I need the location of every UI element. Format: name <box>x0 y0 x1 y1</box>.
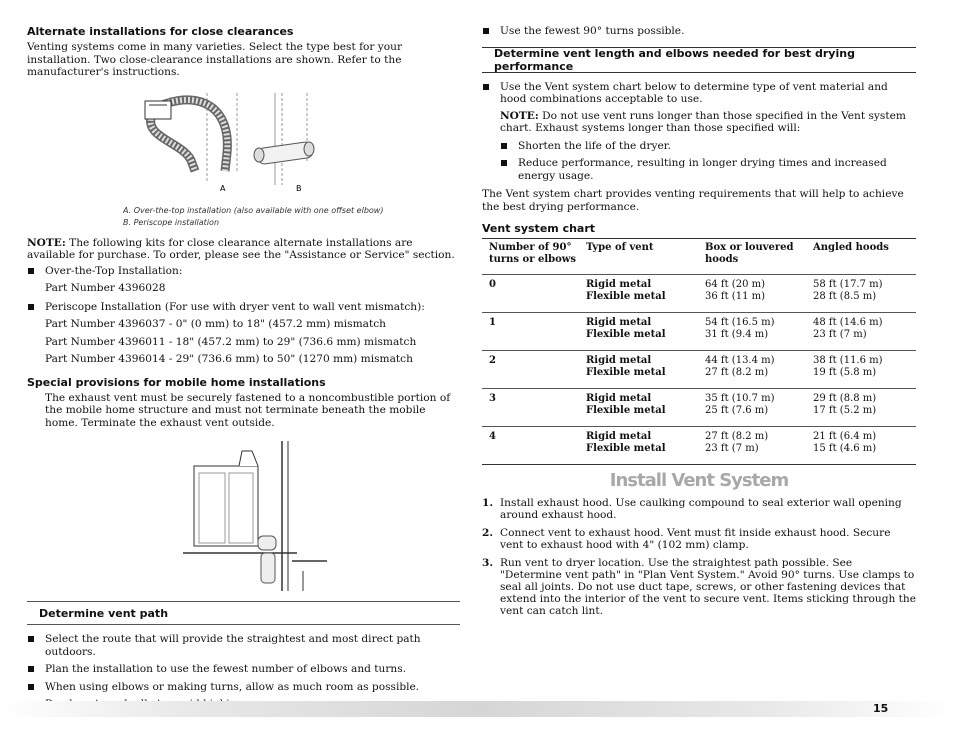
install-vent-system-title: Install Vent System <box>609 470 789 491</box>
table-row <box>482 313 916 351</box>
header-turns: Number of 90° turns or elbows <box>489 242 577 265</box>
mobile-home-illustration <box>27 441 460 591</box>
angled-cell: 15 ft (4.6 m) <box>813 442 877 454</box>
right-column <box>482 22 916 617</box>
box-cell: 27 ft (8.2 m) <box>705 366 769 378</box>
kit-periscope-label: Periscope Installation (For use with dryer vent to wall vent mismatch): <box>45 300 425 313</box>
box-cell: 44 ft (13.4 m) <box>705 355 775 366</box>
angled-cell: 48 ft (14.6 m) <box>813 317 883 328</box>
install-step <box>482 527 916 551</box>
install-step <box>482 497 916 521</box>
figure-caption-b: B. Periscope installation <box>123 217 220 227</box>
close-clearance-figure <box>27 93 460 203</box>
vent-system-table <box>482 238 916 465</box>
angled-cell: 19 ft (5.8 m) <box>813 366 877 378</box>
angled-cell: 28 ft (8.5 m) <box>813 290 877 302</box>
figure-caption-a: A. Over-the-top installation (also available with one offset elbow) <box>123 205 384 215</box>
note-text: The following kits for close clearance alternate installations are available for purchase. To order, please see the "Assistance or Service" section. <box>27 236 455 261</box>
type-cell: Rigid metal <box>586 317 652 328</box>
box-cell: 54 ft (16.5 m) <box>705 317 775 328</box>
figure-label-b: B <box>296 183 302 193</box>
kit-periscope-part: Part Number 4396037 - 0" (0 mm) to 18" (457.2 mm) mismatch <box>45 318 386 330</box>
fewest-turns-bullet: Use the fewest 90° turns possible. <box>482 25 916 38</box>
consequence-bullet: Reduce performance, resulting in longer drying times and increased energy usage. <box>500 157 916 182</box>
close-clearance-illustration <box>27 93 460 203</box>
type-cell: Rigid metal <box>586 393 652 404</box>
step-number: 1. <box>482 497 494 509</box>
note-label: NOTE: <box>27 236 66 249</box>
step-number: 3. <box>482 557 494 569</box>
angled-cell: 29 ft (8.8 m) <box>813 393 877 404</box>
header-angled-hoods: Angled hoods <box>813 242 889 253</box>
table-row <box>482 351 916 389</box>
vent-length-heading: Determine vent length and elbows needed for best drying performance <box>494 46 855 73</box>
box-cell: 64 ft (20 m) <box>705 279 765 290</box>
type-cell: Flexible metal <box>586 366 666 378</box>
type-cell: Flexible metal <box>586 442 666 454</box>
consequence-bullet: Shorten the life of the dryer. <box>500 140 916 153</box>
page-number: 15 <box>873 702 889 715</box>
vent-path-heading-bar <box>27 601 460 625</box>
mobile-home-figure <box>27 441 460 591</box>
vent-path-bullet: Select the route that will provide the straightest and most direct path outdoors. <box>27 633 460 658</box>
type-cell: Rigid metal <box>586 279 652 290</box>
alt-install-intro: Venting systems come in many varieties. Select the type best for your installation. Two close-clearance installations are shown. Refer to the manufacturer's instructions. <box>27 41 403 78</box>
vent-path-bullet: Plan the installation to use the fewest number of elbows and turns. <box>27 663 460 676</box>
vent-path-bullet: When using elbows or making turns, allow as much room as possible. <box>27 681 460 694</box>
footer-band <box>0 701 954 717</box>
turns-cell: 2 <box>489 355 496 366</box>
box-cell: 25 ft (7.6 m) <box>705 404 769 416</box>
box-cell: 36 ft (11 m) <box>705 290 765 302</box>
kit-periscope-part: Part Number 4396014 - 29" (736.6 mm) to 50" (1270 mm) mismatch <box>45 353 413 365</box>
kit-periscope <box>27 301 460 314</box>
vent-chart-heading: Vent system chart <box>482 222 596 235</box>
vent-length-heading-bar <box>482 47 916 73</box>
note-text: Do not use vent runs longer than those specified in the Vent system chart. Exhaust systems longer than those specified will: <box>500 109 906 134</box>
header-box-hoods: Box or louvered hoods <box>705 242 794 265</box>
turns-cell: 4 <box>489 431 496 442</box>
chart-intro: The Vent system chart provides venting requirements that will help to achieve the best drying performance. <box>482 188 904 213</box>
angled-cell: 21 ft (6.4 m) <box>813 431 877 442</box>
angled-cell: 58 ft (17.7 m) <box>813 279 883 290</box>
turns-cell: 1 <box>489 317 496 328</box>
vent-path-heading: Determine vent path <box>39 606 169 620</box>
note-label: NOTE: <box>500 109 539 122</box>
vent-chart-bullet: Use the Vent system chart below to determine type of vent material and hood combinations acceptable to use. <box>482 81 916 106</box>
angled-cell: 23 ft (7 m) <box>813 328 867 340</box>
type-cell: Flexible metal <box>586 404 666 416</box>
box-cell: 31 ft (9.4 m) <box>705 328 769 340</box>
angled-cell: 38 ft (11.6 m) <box>813 355 883 366</box>
box-cell: 27 ft (8.2 m) <box>705 431 769 442</box>
table-row <box>482 427 916 465</box>
table-row <box>482 275 916 313</box>
install-step <box>482 557 916 617</box>
kit-over-the-top <box>27 265 460 278</box>
table-row <box>482 389 916 427</box>
step-text: Connect vent to exhaust hood. Vent must fit inside exhaust hood. Secure vent to exhaust hood with 4" (102 mm) clamp. <box>500 527 891 551</box>
kit-over-the-top-label: Over-the-Top Installation: <box>45 264 183 277</box>
left-column <box>27 22 460 711</box>
type-cell: Rigid metal <box>586 355 652 366</box>
kits-note <box>27 237 460 262</box>
mobile-home-text: The exhaust vent must be securely fastened to a noncombustible portion of the mobile home structure and must not terminate beneath the mobile home. Terminate the exhaust vent outside. <box>45 391 451 429</box>
mobile-home-heading: Special provisions for mobile home installations <box>27 375 326 389</box>
alt-install-heading: Alternate installations for close clearances <box>27 25 294 38</box>
box-cell: 23 ft (7 m) <box>705 442 759 454</box>
box-cell: 35 ft (10.7 m) <box>705 393 775 404</box>
type-cell: Flexible metal <box>586 328 666 340</box>
turns-cell: 3 <box>489 393 496 404</box>
step-text: Run vent to dryer location. Use the straightest path possible. See "Determine vent path" in "Plan Vent System." Avoid 90° turns. Use clamps to seal all joints. Do not use duct tape, screws, or other fastening devices that extend into the interior of the vent to secure vent. Items sticking through the vent can catch lint. <box>500 557 917 617</box>
kit-over-the-top-part: Part Number 4396028 <box>45 282 166 294</box>
type-cell: Rigid metal <box>586 431 652 442</box>
turns-cell: 0 <box>489 279 496 290</box>
step-number: 2. <box>482 527 494 539</box>
step-text: Install exhaust hood. Use caulking compound to seal exterior wall opening around exhaust hood. <box>500 497 902 521</box>
angled-cell: 17 ft (5.2 m) <box>813 404 877 416</box>
kit-periscope-part: Part Number 4396011 - 18" (457.2 mm) to 29" (736.6 mm) mismatch <box>45 335 417 348</box>
table-header-row <box>482 239 916 275</box>
header-type: Type of vent <box>586 242 654 253</box>
vent-runs-note <box>482 110 916 135</box>
type-cell: Flexible metal <box>586 290 666 302</box>
figure-label-a: A <box>220 183 226 193</box>
